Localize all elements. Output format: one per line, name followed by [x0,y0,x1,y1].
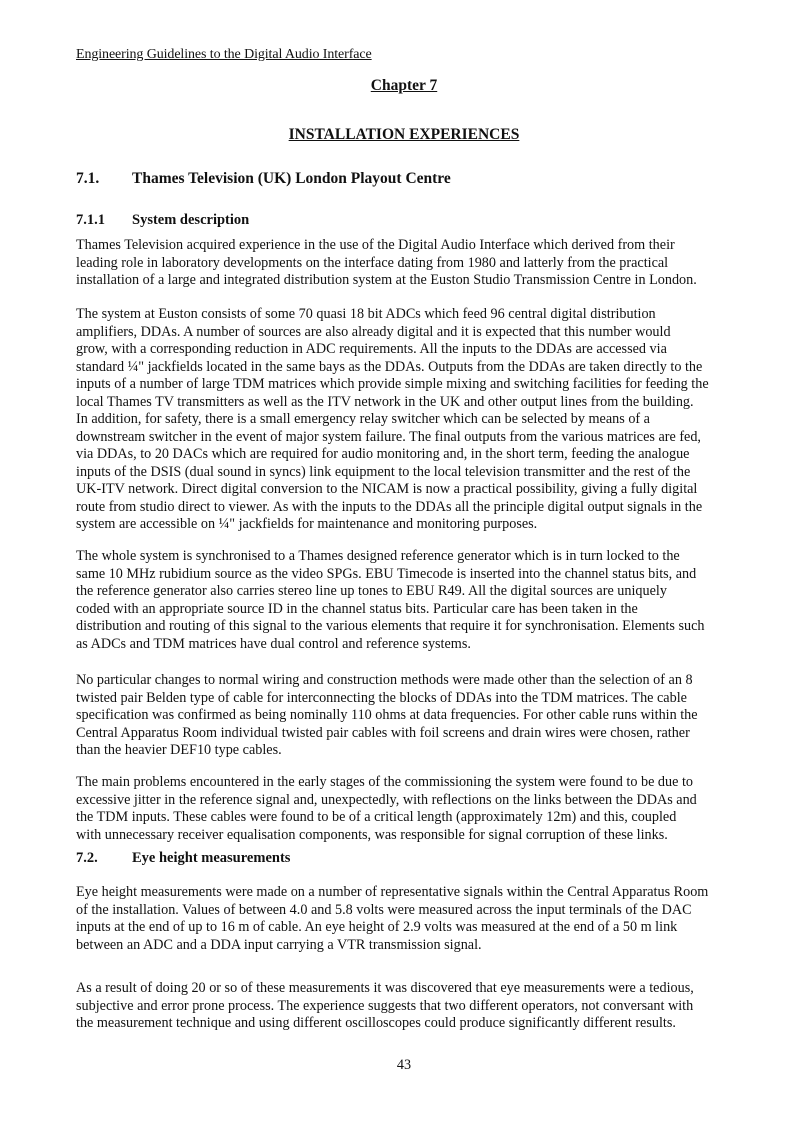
chapter-title: INSTALLATION EXPERIENCES [288,126,520,143]
section-heading-7-1-1 [76,212,249,229]
text-line: with unnecessary receiver equalisation components, was responsible for signal corruption of these links. [76,826,668,843]
text-line: UK-ITV network. Direct digital conversion to the NICAM is now a practical possibility, giving a fully digital [76,481,698,497]
text-line: The main problems encountered in the early stages of the commissioning the system were found to be due to [76,774,693,790]
text-line: installation of a large and integrated distribution system at the Euston Studio Transmission Centre in London. [76,272,697,288]
text-line: the measurement technique and using different oscilloscopes could produce significantly different results. [76,1015,676,1031]
paragraph [76,548,746,653]
text-line: leading role in laboratory developments on the interface dating from 1980 and latterly from the practical [76,254,669,271]
text-line: via DDAs, to 20 DACs which are required for audio monitoring and, in the short term, feeding the analogue [76,446,690,462]
text-line: inputs at the end of up to 16 m of cable. An eye height of 2.9 volts was measured at the end of a 50 m link [76,919,678,935]
paragraph [76,884,746,954]
text-line: of the installation. Values of between 4.0 and 5.8 volts were measured across the input terminals of the DAC [76,901,692,918]
text-line: The system at Euston consists of some 70 quasi 18 bit ADCs which feed 96 central digital distribution [76,306,656,322]
paragraph [76,774,746,844]
section-heading-7-1 [76,170,451,188]
section-heading-7-2 [76,850,290,867]
text-line: subjective and error prone process. The experience suggests that two different operators, not conversant with [76,997,694,1014]
text-line: system are accessible on ¼" jackfields for maintenance and monitoring purposes. [76,516,538,532]
text-line: No particular changes to normal wiring and construction methods were made other than the selection of an 8 [76,672,693,688]
section-title: Eye height measurements [132,850,291,866]
text-line: Thames Television acquired experience in the use of the Digital Audio Interface which derived from their [76,237,675,253]
running-header: Engineering Guidelines to the Digital Audio Interface [76,47,372,62]
paragraph [76,306,746,534]
text-line: than the heavier DEF10 type cables. [76,742,282,758]
section-number: 7.2. [76,850,98,866]
chapter-heading: Chapter 7 [370,77,438,94]
text-line: the TDM inputs. These cables were found to be of a critical length (approximately 12m) and this, coupled [76,809,677,825]
text-line: Eye height measurements were made on a number of representative signals within the Central Apparatus Room [76,884,709,900]
section-title: Thames Television (UK) London Playout Centre [132,170,451,187]
text-line: In addition, for safety, there is a small emergency relay switcher which can be selected by means of a [76,411,650,427]
text-line: the reference generator also carries stereo line up tones to EBU R49. All the digital sources are uniquely [76,583,667,599]
section-number: 7.1.1 [76,212,105,228]
text-line: between an ADC and a DDA input carrying a VTR transmission signal. [76,936,482,953]
section-title: System description [132,212,250,228]
text-line: distribution and routing of this signal to the various elements that require it for synchronisation. Elements such [76,618,705,634]
page-number: 43 [396,1057,412,1073]
text-line: amplifiers, DDAs. A number of sources are also already digital and it is expected that this number would [76,323,671,340]
text-line: same 10 MHz rubidium source as the video SPGs. EBU Timecode is inserted into the channel status bits, and [76,565,697,582]
text-line: standard ¼" jackfields located in the same bays as the DDAs. Outputs from the DDAs are taken directly to the [76,358,703,375]
text-line: grow, with a corresponding reduction in ADC requirements. All the inputs to the DDAs are accessed via [76,341,667,357]
paragraph [76,237,746,290]
text-line: inputs of the DSIS (dual sound in syncs) link equipment to the local television transmitter and the rest of the [76,463,691,480]
paragraph [76,980,746,1033]
text-line: inputs of a number of large TDM matrices which provide simple mixing and switching facilities for feeding the [76,376,709,392]
text-line: twisted pair Belden type of cable for interconnecting the blocks of DDAs into the TDM matrices. The cable [76,689,687,706]
text-line: Central Apparatus Room individual twisted pair cables with foil screens and drain wires were chosen, rather [76,724,690,741]
text-line: coded with an appropriate source ID in the channel status bits. Particular care has been taken in the [76,600,638,617]
text-line: route from studio direct to viewer. As with the inputs to the DDAs all the principle digital output signals in the [76,498,703,515]
text-line: excessive jitter in the reference signal and, unexpectedly, with reflections on the links between the DDAs and [76,791,697,808]
text-line: local Thames TV transmitters as well as the ITV network in the UK and other output lines from the building. [76,393,694,410]
paragraph [76,672,746,760]
text-line: as ADCs and TDM matrices have dual control and reference systems. [76,635,471,652]
text-line: As a result of doing 20 or so of these measurements it was discovered that eye measurements were a tedious, [76,980,694,996]
text-line: specification was confirmed as being nominally 110 ohms at data frequencies. For other cable runs within the [76,707,698,723]
text-line: downstream switcher in the event of major system failure. The final outputs from the various matrices are fed, [76,428,701,445]
text-line: The whole system is synchronised to a Thames designed reference generator which is in turn locked to the [76,548,680,564]
section-number: 7.1. [76,170,100,187]
